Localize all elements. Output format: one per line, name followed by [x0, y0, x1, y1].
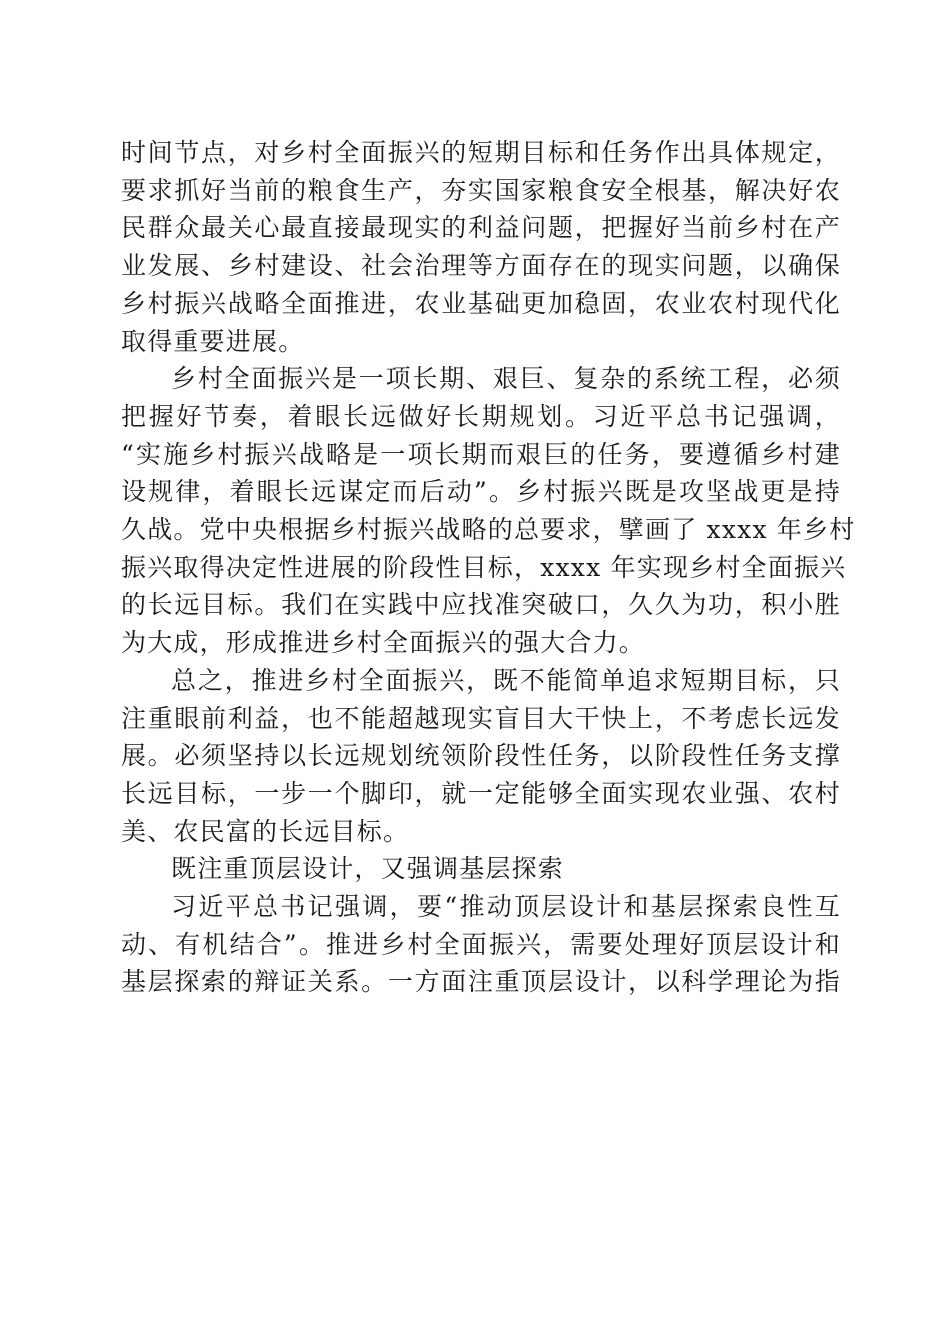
text-line: 乡村振兴战略全面推进，农业基础更加稳固，农业农村现代化: [121, 288, 841, 318]
text-line: 长远目标，一步一个脚印，就一定能够全面实现农业强、农村: [121, 778, 841, 808]
text-line: “实施乡村振兴战略是一项长期而艰巨的任务，要遵循乡村建: [121, 439, 841, 469]
paragraph: [121, 134, 841, 360]
text-line: 业发展、乡村建设、社会治理等方面存在的现实问题，以确保: [121, 251, 841, 281]
text-line: 取得重要进展。: [121, 326, 305, 356]
paragraph: [121, 360, 856, 662]
text-line: 振兴取得决定性进展的阶段性目标，xxxx 年实现乡村全面振兴: [121, 552, 847, 582]
section-heading: [121, 850, 841, 888]
text-line: 乡村全面振兴是一项长期、艰巨、复杂的系统工程，必须: [171, 364, 841, 394]
text-line: 时间节点，对乡村全面振兴的短期目标和任务作出具体规定，: [121, 138, 841, 167]
text-line: 总之，推进乡村全面振兴，既不能简单追求短期目标，只: [171, 665, 841, 695]
text-line: 久战。党中央根据乡村振兴战略的总要求，擘画了 xxxx 年乡村: [121, 515, 856, 545]
text-line: 设规律，着眼长远谋定而后动”。乡村振兴既是攻坚战更是持: [121, 477, 841, 507]
document-body: [121, 134, 856, 1001]
text-line: 展。必须坚持以长远规划统领阶段性任务，以阶段性任务支撑: [121, 741, 841, 771]
text-line: 既注重顶层设计，又强调基层探索: [171, 854, 565, 884]
text-line: 习近平总书记强调，要“推动顶层设计和基层探索良性互: [171, 892, 841, 922]
text-line: 动、有机结合”。推进乡村全面振兴，需要处理好顶层设计和: [121, 929, 841, 959]
text-line: 要求抓好当前的粮食生产，夯实国家粮食安全根基，解决好农: [121, 175, 841, 205]
paragraph: [121, 888, 841, 1001]
text-line: 民群众最关心最直接最现实的利益问题，把握好当前乡村在产: [121, 213, 841, 243]
paragraph: [121, 662, 841, 851]
text-line: 注重眼前利益，也不能超越现实盲目大干快上，不考虑长远发: [121, 703, 841, 733]
text-line: 为大成，形成推进乡村全面振兴的强大合力。: [121, 628, 646, 658]
text-line: 基层探索的辩证关系。一方面注重顶层设计，以科学理论为指: [121, 967, 841, 997]
text-line: 把握好节奏，着眼长远做好长期规划。习近平总书记强调，: [121, 401, 841, 431]
text-line: 美、农民富的长远目标。: [121, 816, 410, 846]
text-line: 的长远目标。我们在实践中应找准突破口，久久为功，积小胜: [121, 590, 841, 620]
